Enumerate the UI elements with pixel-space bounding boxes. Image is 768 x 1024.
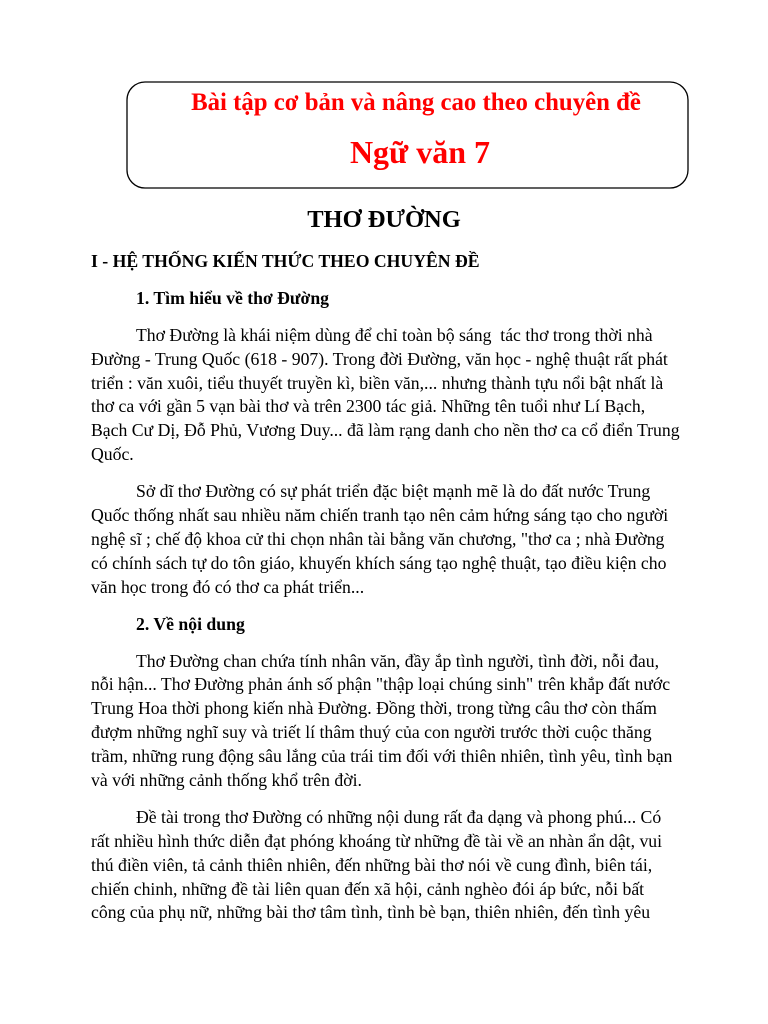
document-body — [91, 250, 681, 938]
paragraph-line: Đường - Trung Quốc (618 - 907). Trong đời Đường, văn học - nghệ thuật rất phát — [91, 348, 668, 369]
paragraph-line: nỗi hận... Thơ Đường phản ánh số phận "thập loại chúng sinh" trên khắp đất nước — [91, 674, 671, 695]
paragraph-line: rất nhiều hình thức diễn đạt phóng khoáng từ những đề tài về an nhàn ẩn dật, vui — [91, 830, 663, 851]
paragraph-line: văn học trong đó có thơ ca phát triển... — [91, 576, 365, 597]
paragraph-line: Quốc. — [91, 444, 134, 465]
paragraph — [91, 806, 681, 925]
paragraph — [91, 480, 681, 599]
paragraph-line: có chính sách tự do tôn giáo, khuyến khích sáng tạo nghệ thuật, tạo điều kiện cho — [91, 552, 667, 573]
paragraph-line: Quốc thống nhất sau nhiều năm chiến tranh tạo nên cảm hứng sáng tạo cho người — [91, 505, 669, 526]
banner-title: Ngữ văn 7 — [349, 134, 491, 170]
paragraph — [91, 650, 681, 793]
subsection-heading: 1. Tìm hiểu về thơ Đường — [136, 287, 330, 308]
paragraph-line: công của phụ nữ, những bài thơ tâm tình, tình bè bạn, thiên nhiên, đến tình yêu — [91, 902, 651, 923]
paragraph-line: Đề tài trong thơ Đường có những nội dung rất đa dạng và phong phú... Có — [136, 806, 662, 827]
paragraph-line: trầm, những rung động sâu lắng của trái tim đối với thiên nhiên, tình yêu, tình bạn — [91, 746, 673, 767]
paragraph-line: và với những cảnh thống khổ trên đời. — [91, 769, 362, 790]
paragraph-line: chiến chinh, những đề tài liên quan đến xã hội, cảnh nghèo đói áp bức, nỗi bất — [91, 878, 645, 899]
paragraph-line: triển : văn xuôi, tiểu thuyết truyền kì, biền văn,... nhưng thành tựu nổi bật nhất là — [91, 372, 664, 393]
paragraph-line: đượm những nghĩ suy và triết lí thâm thuý của con người trước thời cuộc thăng — [91, 722, 652, 743]
paragraph-line: thơ ca với gần 5 vạn bài thơ và trên 2300 tác giả. Những tên tuổi như Lí Bạch, — [91, 396, 646, 417]
paragraph — [91, 324, 681, 467]
paragraph-line: Thơ Đường chan chứa tính nhân văn, đầy ắp tình người, tình đời, nỗi đau, — [136, 650, 660, 671]
banner-subtitle: Bài tập cơ bản và nâng cao theo chuyên đề — [191, 89, 641, 116]
paragraph-line: Sở dĩ thơ Đường có sự phát triển đặc biệt mạnh mẽ là do đất nước Trung — [136, 481, 651, 502]
document-title: THƠ ĐƯỜNG — [307, 206, 461, 233]
subsection-heading: 2. Về nội dung — [136, 613, 245, 634]
paragraph-line: thú điền viên, tả cảnh thiên nhiên, đến những bài thơ nói về cung đình, biên tái, — [91, 854, 653, 875]
paragraph-line: Thơ Đường là khái niệm dùng để chỉ toàn bộ sáng tác thơ trong thời nhà — [136, 324, 653, 345]
paragraph-line: Trung Hoa thời phong kiến nhà Đường. Đồng thời, trong từng câu thơ còn thấm — [91, 698, 657, 719]
section-heading: I - HỆ THỐNG KIẾN THỨC THEO CHUYÊN ĐỀ — [91, 251, 480, 271]
paragraph-line: nghệ sĩ ; chế độ khoa cử thi chọn nhân tài bằng văn chương, "thơ ca ; nhà Đường — [91, 528, 665, 549]
paragraph-line: Bạch Cư Dị, Đỗ Phủ, Vương Duy... đã làm rạng danh cho nền thơ ca cổ điển Trung — [91, 420, 680, 441]
